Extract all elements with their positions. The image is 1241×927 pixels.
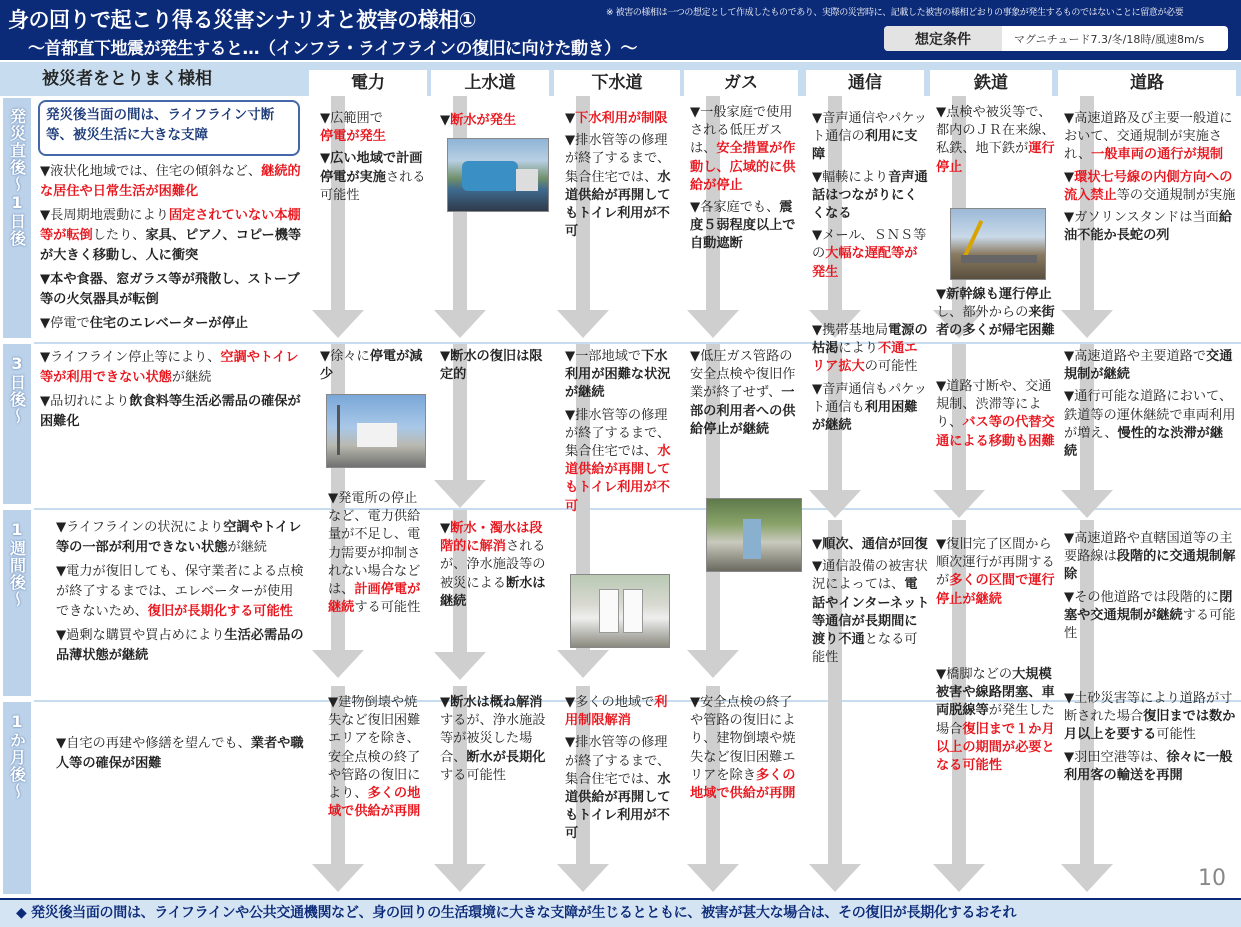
column-header-gas: ガス — [684, 70, 798, 96]
disclaimer-note: ※ 被害の様相は一つの想定として作成したものであり、実際の災害時に、記載した被害の様相どおりの事象が発生するものではないことに留意が必要 — [606, 8, 1184, 18]
rail-month1-text: ▼橋脚などの大規模被害や線路閉塞、車両脱線等が発生した場合復旧まで１か月以上の期間が必要となる可能性 — [936, 667, 1055, 774]
telecom-day3-text: ▼携帯基地局電源の枯渇により不通エリア拡大の可能性 ▼音声通信もパケット通信も利用困難が継続 — [812, 323, 928, 434]
gas-work-photo — [706, 498, 802, 572]
telecom-day1-text: ▼音声通信やパケット通信の利用に支障 ▼輻輳により音声通話はつながりにくくなる ▼メール、ＳＮＳ等の大幅な遅配等が発生 — [812, 111, 928, 280]
rail-day1-text: ▼点検や被災等で、都内のＪＲ在来線、私鉄、地下鉄が運行停止 — [936, 105, 1055, 175]
power-day1-text: ▼広範囲で 停電が発生 ▼広い地域で計画停電が実施される可能性 — [320, 111, 426, 203]
condition-label: 想定条件 — [884, 26, 1002, 51]
portable-toilet-photo — [570, 574, 670, 648]
phase-label-day1: 発災直後～1日後 — [3, 98, 31, 338]
column-header-telecom: 通信 — [806, 70, 924, 96]
page-subtitle: ～首都直下地震が発生すると…（インフラ・ライフラインの復旧に向けた動き）～ — [28, 39, 637, 59]
water-week1-text: ▼断水・濁水は段階的に解消されるが、浄水施設等の被災による断水は継続 — [440, 521, 546, 609]
water-month1-text: ▼断水は概ね解消するが、浄水施設等が被災した場合、断水が長期化する可能性 — [440, 695, 546, 783]
phase-label-week1: 1週間後～ — [3, 510, 31, 696]
sewer-day3-text: ▼一部地域で下水利用が困難な状況が継続 ▼排水管等の修理が終了するまで、集合住宅では、水道供給が再開してもトイレ利用が不可 — [565, 349, 671, 514]
power-truck-photo — [326, 394, 426, 468]
road-month1-text: ▼土砂災害等により道路が寸断された場合復旧までは数か月以上を要する可能性 ▼羽田空港等は、徐々に一般利用客の輸送を再開 — [1064, 691, 1236, 783]
column-header-power: 電力 — [309, 70, 427, 96]
condition-value: マグニチュード7.3/冬/18時/風速8m/s — [1014, 32, 1205, 46]
phase-label-month1: 1か月後～ — [3, 702, 31, 894]
condition-box — [884, 26, 1228, 51]
road-day3-text: ▼高速道路や主要道路で交通規制が継続 ▼通行可能な道路において、鉄道等の運休継続で車両利用が増え、慢性的な渋滞が継続 — [1064, 349, 1236, 460]
sewer-day1-text: ▼下水利用が制限 ▼排水管等の修理が終了するまで、集合住宅では、水道供給が再開してもトイレ利用が不可 — [565, 111, 671, 240]
page-number: 10 — [1198, 866, 1226, 891]
telecom-week1-text: ▼順次、通信が回復 ▼通信設備の被害状況によっては、電話やインターネット等通信が長期間に渡り不通となる可能性 — [812, 537, 930, 666]
water-day1-text: ▼断水が発生 — [440, 113, 517, 128]
victims-day1-text: ▼液状化地域では、住宅の傾斜など、継続的な居住や日常生活が困難化 ▼長周期地震動により固定されていない本棚等が転倒したり、家具、ピアノ、コピー機等が大きく移動し、人に衝突 ▼本や食器、窓ガラス等が飛散し、ストーブ等の火気器具が転倒 ▼停電で住宅のエレベーターが停止 — [40, 164, 302, 331]
victims-month1-text: ▼自宅の再建や修繕を望んでも、業者や職人等の確保が困難 — [56, 736, 304, 771]
rail-damage-photo — [950, 208, 1046, 280]
gas-day1-text: ▼一般家庭で使用される低圧ガスは、安全措置が作動し、広域的に供給が停止 ▼各家庭でも、震度５弱程度以上で自動遮断 — [690, 105, 796, 252]
column-header-water: 上水道 — [431, 70, 549, 96]
power-day3-text: ▼徐々に停電が減少 — [320, 349, 423, 383]
road-day1-text: ▼高速道路及び主要一般道において、交通規制が実施され、一般車両の通行が規制 ▼環状七号線の内側方向への流入禁止等の交通規制が実施 ▼ガソリンスタンドは当面給油不能か長蛇の列 — [1064, 111, 1236, 244]
page-title: 身の回りで起こり得る災害シナリオと被害の様相① — [8, 8, 477, 32]
phase-label-day3: 3日後～ — [3, 344, 31, 504]
rail-day1-text-2: ▼新幹線も運行停止し、都外からの来街者の多くが帰宅困難 — [936, 287, 1055, 339]
rail-day3-text: ▼道路寸断や、交通規制、渋滞等により、バス等の代替交通による移動も困難 — [936, 379, 1055, 449]
sewer-month1-text: ▼多くの地域で利用制限解消 ▼排水管等の修理が終了するまで、集合住宅では、水道供給が再開してもトイレ利用が不可 — [565, 695, 671, 842]
column-header-road: 道路 — [1058, 70, 1236, 96]
footer-summary: ◆ 発災後当面の間は、ライフラインや公共交通機関など、身の回りの生活環境に大きな支障が生じるとともに、被害が甚大な場合は、その復旧が長期化するおそれ — [0, 898, 1241, 927]
victims-day3-text: ▼ライフライン停止等により、空調やトイレ等が利用できない状態が継続 ▼品切れにより飲食料等生活必需品の確保が困難化 — [40, 350, 301, 429]
column-header-sewer: 下水道 — [554, 70, 680, 96]
column-header-rail: 鉄道 — [930, 70, 1052, 96]
gas-day3-text: ▼低圧ガス管路の安全点検や復旧作業が終了せず、一部の利用者への供給停止が継続 — [690, 349, 796, 437]
gas-month1-text: ▼安全点検の終了や管路の復旧により、建物倒壊や焼失など復旧困難エリアを除き多くの地域で供給が再開 — [690, 695, 796, 802]
power-month1-text: ▼建物倒壊や焼失など復旧困難エリアを除き、安全点検の終了や管路の復旧により、多くの地域で供給が再開 — [328, 695, 421, 820]
column-header-victims: 被災者をとりまく様相 — [34, 64, 304, 94]
summary-bubble: 発災後当面の間は、ライフライン寸断等、被災生活に大きな支障 — [38, 100, 300, 156]
power-week1-text: ▼発電所の停止など、電力供給量が不足し、電力需要が抑制されない場合などは、計画停電が継続する可能性 — [328, 491, 421, 616]
victims-week1-text: ▼ライフラインの状況により空調やトイレ等の一部が利用できない状態が継続 ▼電力が復旧しても、保守業者による点検が終了するまでは、エレベーターが使用できないため、復旧が長期化する可能性 ▼過剰な購買や買占めにより生活必需品の品薄状態が継続 — [56, 520, 304, 663]
water-day3-text: ▼断水の復旧は限定的 — [440, 349, 543, 383]
rail-week1-text: ▼復旧完了区間から順次運行が再開するが多くの区間で運行停止が継続 — [936, 537, 1055, 607]
water-truck-photo — [447, 138, 549, 212]
road-week1-text: ▼高速道路や直轄国道等の主要路線は段階的に交通規制解除 ▼その他道路では段階的に閉塞や交通規制が継続する可能性 — [1064, 531, 1236, 642]
